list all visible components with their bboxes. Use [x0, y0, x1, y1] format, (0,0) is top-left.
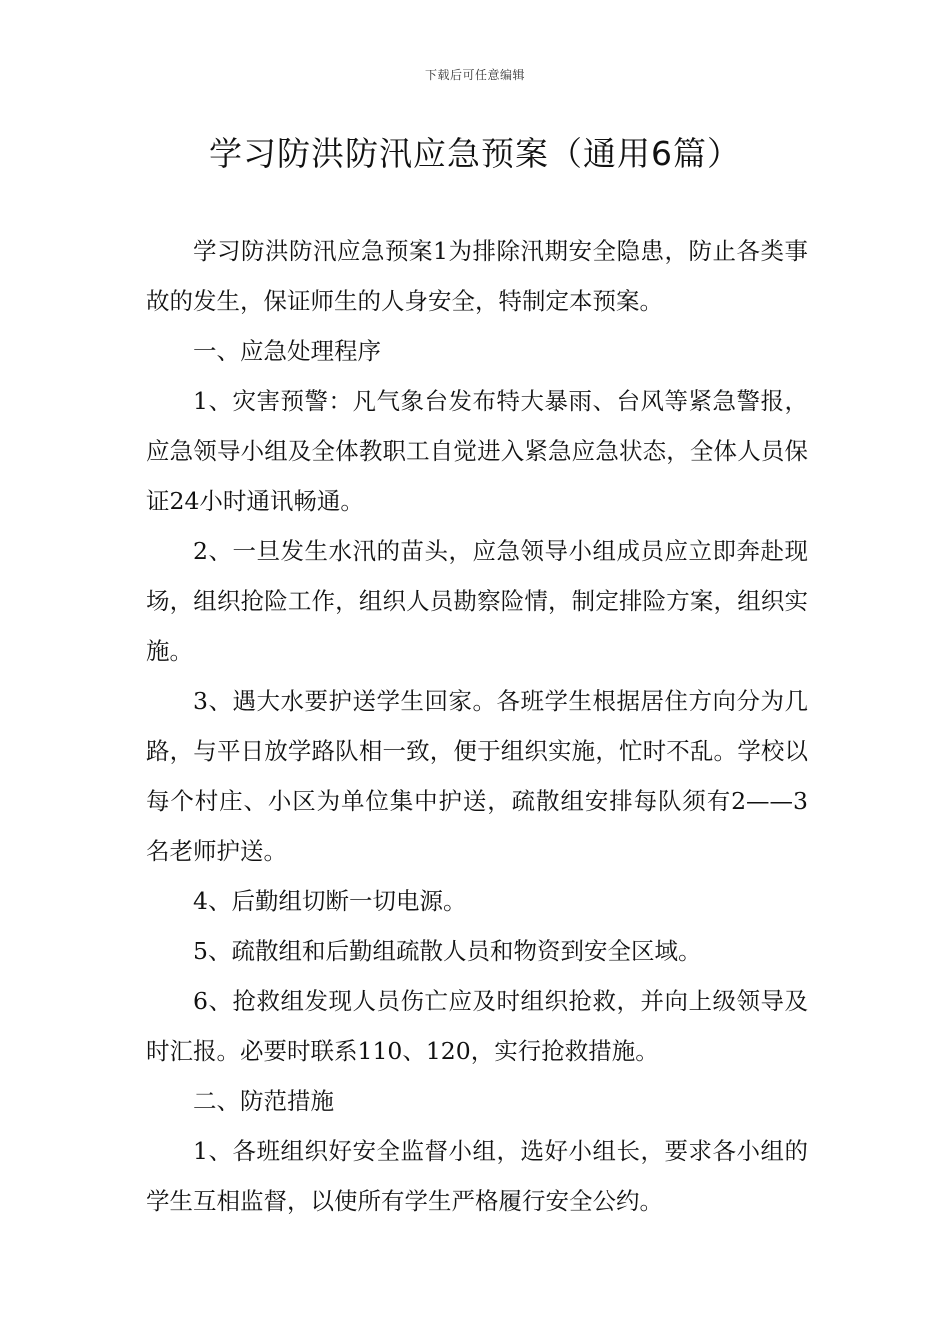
paragraph-item: 1、灾害预警：凡气象台发布特大暴雨、台风等紧急警报，应急领导小组及全体教职工自觉进入紧急应急状态，全体人员保证24小时通讯畅通。	[146, 387, 808, 515]
header-note: 下载后可任意编辑	[424, 68, 525, 82]
paragraph-item: 6、抢救组发现人员伤亡应及时组织抢救，并向上级领导及时汇报。必要时联系110、120，实行抢救措施。	[146, 987, 808, 1065]
paragraph-item: 1、各班组织好安全监督小组，选好小组长，要求各小组的学生互相监督，以使所有学生严格履行安全公约。	[146, 1137, 808, 1215]
document-title: 学习防洪防汛应急预案（通用6篇）	[209, 134, 741, 173]
section-heading-procedure: 一、应急处理程序	[193, 337, 381, 365]
paragraph-item: 3、遇大水要护送学生回家。各班学生根据居住方向分为几路，与平日放学路队相一致，便于组织实施，忙时不乱。学校以每个村庄、小区为单位集中护送，疏散组安排每队须有2——3名老师护送。	[146, 687, 808, 865]
paragraph-intro: 学习防洪防汛应急预案1为排除汛期安全隐患，防止各类事故的发生，保证师生的人身安全，特制定本预案。	[146, 237, 808, 315]
paragraph-item: 5、疏散组和后勤组疏散人员和物资到安全区域。	[193, 937, 702, 965]
paragraph-item: 4、后勤组切断一切电源。	[193, 887, 467, 915]
section-heading-prevention: 二、防范措施	[193, 1087, 334, 1115]
paragraph-item: 2、一旦发生水汛的苗头，应急领导小组成员应立即奔赴现场，组织抢险工作，组织人员勘察险情，制定排险方案，组织实施。	[146, 537, 808, 665]
document-body	[146, 226, 808, 1226]
